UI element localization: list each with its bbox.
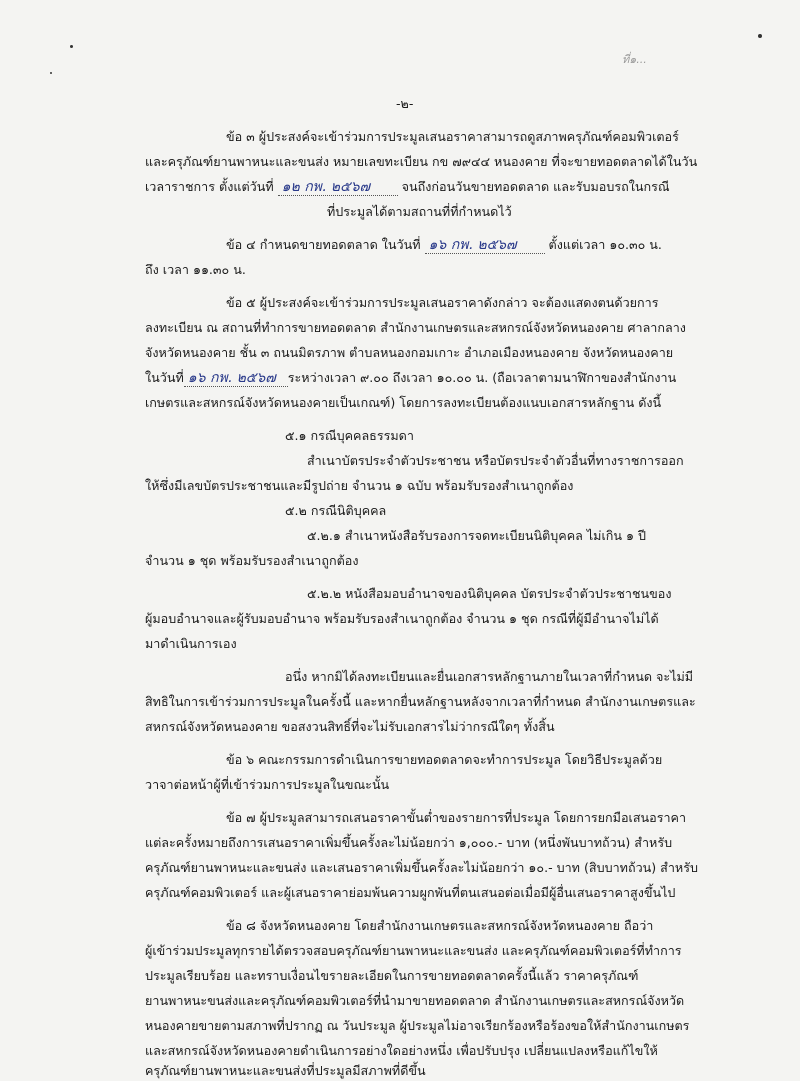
page-number: -๒- (396, 96, 414, 111)
clause3-line1: ข้อ ๓ ผู้ประสงค์จะเข้าร่วมการประมูลเสนอราคาสามารถดูสภาพครุภัณฑ์คอมพิวเตอร์ (226, 129, 679, 144)
clause7-line3: ครุภัณฑ์ยานพาหนะและขนส่ง และเสนอราคาเพิ่มขึ้นครั้งละไม่น้อยกว่า ๑๐.- บาท (สิบบาทถ้วน) สำหรับ (145, 860, 698, 875)
clause5-1-line2: ให้ซึ่งมีเลขบัตรประชาชนและมีรูปถ่าย จำนวน ๑ ฉบับ พร้อมรับรองสำเนาถูกต้อง (145, 478, 574, 493)
clause8-line3: ประมูลเรียบร้อย และทราบเงื่อนไขรายละเอียดในการขายทอดตลาดครั้งนี้แล้ว ราคาครุภัณฑ์ (145, 968, 639, 983)
clause5-line3: จังหวัดหนองคาย ชั้น ๓ ถนนมิตรภาพ ตำบลหนองกอมเกาะ อำเภอเมืองหนองคาย จังหวัดหนองคาย (145, 345, 674, 360)
clause5-2-1-line2: จำนวน ๑ ชุด พร้อมรับรองสำเนาถูกต้อง (145, 553, 359, 568)
clause5-1-heading: ๕.๑ กรณีบุคคลธรรมดา (285, 428, 414, 443)
clause8-line5: หนองคายขายตามสภาพที่ปรากฏ ณ วันประมูล ผู้ประมูลไม่อาจเรียกร้องหรือร้องขอให้สำนักงานเกษตร (145, 1018, 690, 1033)
clause8-line6: และสหกรณ์จังหวัดหนองคายดำเนินการอย่างใดอย่างหนึ่ง เพื่อปรับปรุง เปลี่ยนแปลงหรือแก้ไขให้ (145, 1043, 658, 1058)
scan-speck (758, 34, 762, 38)
clause8-line1: ข้อ ๘ จังหวัดหนองคาย โดยสำนักงานเกษตรและสหกรณ์จังหวัดหนองคาย ถือว่า (226, 918, 654, 933)
clause5-line1: ข้อ ๕ ผู้ประสงค์จะเข้าร่วมการประมูลเสนอราคาดังกล่าว จะต้องแสดงตนด้วยการ (226, 295, 659, 310)
clause8-line4: ยานพาหนะขนส่งและครุภัณฑ์คอมพิวเตอร์ที่นำมาขายทอดตลาด สำนักงานเกษตรและสหกรณ์จังหวัด (145, 993, 685, 1008)
clause3-line3: เวลาราชการ ตั้งแต่วันที่ ๑๒ กพ. ๒๕๖๗ จนถึงก่อนวันขายทอดตลาด และรับมอบรถในกรณี (145, 179, 670, 195)
clause8-line2: ผู้เข้าร่วมประมูลทุกรายได้ตรวจสอบครุภัณฑ์ยานพาหนะและขนส่ง และครุภัณฑ์คอมพิวเตอร์ที่ทำการ (145, 943, 682, 958)
handwritten-date: ๑๒ กพ. ๒๕๖๗ (281, 179, 371, 195)
clause5-line4: ในวันที่ ๑๖ กพ. ๒๕๖๗ ระหว่างเวลา ๙.๐๐ ถึงเวลา ๑๐.๐๐ น. (ถือเวลาตามนาฬิกาของสำนักงาน (145, 370, 677, 386)
clause7-line2: แต่ละครั้งหมายถึงการเสนอราคาเพิ่มขึ้นครั้งละไม่น้อยกว่า ๑,๐๐๐.- บาท (หนึ่งพันบาทถ้วน) สำหรับ (145, 835, 673, 850)
note-line2: สิทธิในการเข้าร่วมการประมูลในครั้งนี้ และหากยื่นหลักฐานหลังจากเวลาที่กำหนด สำนักงานเกษตรและ (145, 694, 696, 709)
clause5-line2: ลงทะเบียน ณ สถานที่ทำการขายทอดตลาด สำนักงานเกษตรและสหกรณ์จังหวัดหนองคาย ศาลากลาง (145, 320, 686, 335)
clause5-1-line1: สำเนาบัตรประจำตัวประชาชน หรือบัตรประจำตัวอื่นที่ทางราชการออก (307, 453, 684, 468)
clause8-line7: ครุภัณฑ์ยานพาหนะและขนส่งที่ประมูลมีสภาพที่ดีขึ้น (145, 1063, 426, 1078)
clause5-2-2-line2: ผู้มอบอำนาจและผู้รับมอบอำนาจ พร้อมรับรองสำเนาถูกต้อง จำนวน ๑ ชุด กรณีที่ผู้มีอำนาจไม่ได้ (145, 611, 659, 626)
clause4-line1: ข้อ ๔ กำหนดขายทอดตลาด ในวันที่ ๑๖ กพ. ๒๕๖๗ ตั้งแต่เวลา ๑๐.๓๐ น. (226, 237, 662, 253)
clause5-2-heading: ๕.๒ กรณีนิติบุคคล (285, 503, 387, 518)
clause7-line1: ข้อ ๗ ผู้ประมูลสามารถเสนอราคาขั้นต่ำของรายการที่ประมูล โดยการยกมือเสนอราคา (226, 810, 687, 825)
faint-stamp: ที่๑... (622, 53, 647, 66)
handwritten-date: ๑๖ กพ. ๒๕๖๗ (428, 237, 517, 253)
handwritten-date: ๑๖ กพ. ๒๕๖๗ (187, 370, 276, 386)
clause4-line2: ถึง เวลา ๑๑.๓๐ น. (145, 262, 246, 277)
clause5-2-1-line1: ๕.๒.๑ สำเนาหนังสือรับรองการจดทะเบียนนิติบุคคล ไม่เกิน ๑ ปี (307, 528, 647, 543)
clause6-line2: วาจาต่อหน้าผู้ที่เข้าร่วมการประมูลในขณะนั้น (145, 777, 390, 792)
clause3-line2: และครุภัณฑ์ยานพาหนะและขนส่ง หมายเลขทะเบียน กข ๗๙๔๔ หนองคาย ที่จะขายทอดตลาดได้ในวัน (145, 154, 698, 169)
note-line1: อนึ่ง หากมิได้ลงทะเบียนและยื่นเอกสารหลักฐานภายในเวลาที่กำหนด จะไม่มี (285, 669, 694, 684)
clause7-line4: ครุภัณฑ์คอมพิวเตอร์ และผู้เสนอราคาย่อมพ้นความผูกพันที่ตนเสนอต่อเมื่อมีผู้อื่นเสนอราคาสูงขึ้นไป (145, 885, 676, 900)
clause5-line5: เกษตรและสหกรณ์จังหวัดหนองคายเป็นเกณฑ์) โดยการลงทะเบียนต้องแนบเอกสารหลักฐาน ดังนี้ (145, 395, 662, 410)
scan-speck (50, 72, 52, 74)
clause3-line4: ที่ประมูลได้ตามสถานที่ที่กำหนดไว้ (327, 204, 512, 219)
scan-speck (70, 45, 73, 48)
clause5-2-2-line3: มาดำเนินการเอง (145, 636, 237, 651)
clause5-2-2-line1: ๕.๒.๒ หนังสือมอบอำนาจของนิติบุคคล บัตรประจำตัวประชาชนของ (307, 586, 672, 601)
clause6-line1: ข้อ ๖ คณะกรรมการดำเนินการขายทอดตลาดจะทำการประมูล โดยวิธีประมูลด้วย (226, 752, 663, 767)
note-line3: สหกรณ์จังหวัดหนองคาย ขอสงวนสิทธิ์ที่จะไม่รับเอกสารไม่ว่ากรณีใดๆ ทั้งสิ้น (145, 719, 555, 734)
